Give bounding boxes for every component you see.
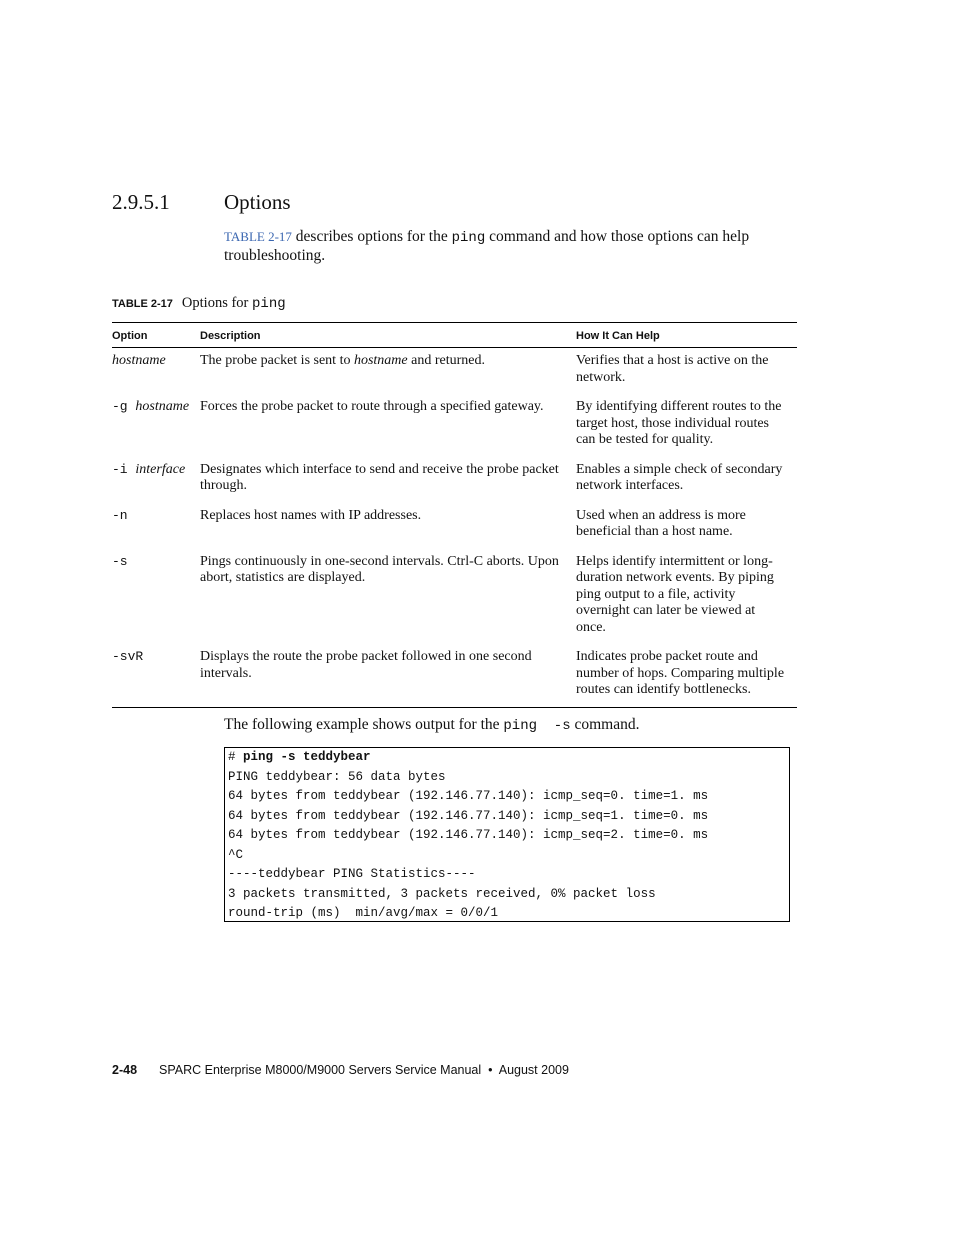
intro-text-1: describes options for the [291, 228, 452, 245]
example-intro [224, 716, 639, 734]
page-number: 2-48 [112, 1063, 138, 1077]
example-text-1: The following example shows output for the [224, 716, 504, 733]
option-cell [112, 348, 200, 395]
table-caption [112, 295, 286, 312]
description-cell [200, 549, 576, 645]
code-prompt: # [228, 750, 244, 764]
option-argument: hostname [112, 353, 166, 368]
table-caption-text: Options for [181, 295, 253, 311]
description-text: hostname [353, 353, 408, 368]
option-flag: -i [112, 461, 136, 477]
option-cell [112, 549, 200, 645]
help-cell: Enables a simple check of secondary network interfaces. [576, 461, 783, 493]
header-option: Option [112, 330, 148, 342]
description-text: Replaces host names with IP addresses. [200, 507, 422, 523]
page-footer [112, 1063, 569, 1077]
option-flag: -s [112, 553, 128, 569]
description-cell [200, 394, 576, 457]
table-row [112, 549, 797, 645]
intro-text-2: command and how those options can help troubleshooting. [224, 228, 750, 264]
code-command: ping -s teddybear [243, 750, 371, 764]
intro-paragraph [224, 228, 799, 265]
code-line: ^C [228, 847, 244, 862]
table-row [112, 394, 797, 457]
help-cell: Indicates probe packet route and number of hops. Comparing multiple routes can identify bottlenecks. [576, 649, 785, 697]
option-flag: -g [112, 399, 136, 414]
option-cell [112, 457, 200, 503]
description-cell [200, 644, 576, 707]
help-cell: Used when an address is more beneficial than a host name. [576, 507, 746, 539]
description-text: Designates which interface to send and receive the probe packet through. [200, 461, 559, 493]
table-header-row [112, 323, 797, 348]
code-line: PING teddybear: 56 data bytes [228, 769, 446, 784]
help-cell: Helps identify intermittent or long-duration network events. By piping ping output to a file, activity overnight can later be viewed at once. [576, 553, 774, 635]
code-line-command [228, 748, 789, 768]
table-row [112, 503, 797, 549]
example-text-2: command. [570, 716, 640, 733]
description-text: The probe packet is sent to [200, 353, 354, 368]
table-caption-command: ping [252, 296, 286, 312]
description-text: and returned. [407, 353, 485, 368]
header-description: Description [200, 330, 261, 342]
table-caption-label: TABLE 2-17 [112, 298, 173, 310]
section-number: 2.9.5.1 [112, 190, 170, 214]
code-line: round-trip (ms) min/avg/max = 0/0/1 [228, 906, 499, 920]
option-cell [112, 394, 200, 457]
code-line: 3 packets transmitted, 3 packets received, 0% packet loss [228, 886, 656, 901]
description-text: Displays the route the probe packet followed in one second intervals. [200, 649, 532, 681]
section-title: Options [224, 190, 291, 214]
help-cell: By identifying different routes to the target host, those individual routes can be tested for quality. [576, 399, 782, 447]
table-xref-link[interactable]: TABLE 2-17 [224, 229, 292, 244]
description-cell [200, 503, 576, 549]
help-cell: Verifies that a host is active on the network. [576, 353, 769, 385]
description-text: Pings continuously in one-second intervals. Ctrl-C aborts. Upon abort, statistics are displayed. [200, 553, 559, 585]
table-row [112, 644, 797, 707]
code-line: 64 bytes from teddybear (192.146.77.140): icmp_seq=1. time=0. ms [228, 808, 709, 823]
code-line: 64 bytes from teddybear (192.146.77.140): icmp_seq=2. time=0. ms [228, 828, 709, 842]
example-command: ping -s [503, 718, 571, 734]
description-cell [200, 348, 576, 395]
code-line: 64 bytes from teddybear (192.146.77.140): icmp_seq=0. time=1. ms [228, 789, 709, 803]
description-text: Forces the probe packet to route through a specified gateway. [200, 399, 544, 414]
options-table [112, 322, 797, 708]
description-cell [200, 457, 576, 503]
intro-command: ping [451, 230, 486, 246]
header-how-it-can-help: How It Can Help [576, 330, 660, 342]
option-flag: -svR [112, 649, 144, 664]
code-example-box [224, 747, 790, 922]
option-flag: -n [112, 507, 128, 523]
option-argument: hostname [135, 399, 190, 414]
code-line: ----teddybear PING Statistics---- [228, 867, 476, 881]
option-cell [112, 644, 200, 707]
option-cell [112, 503, 200, 549]
table-row [112, 457, 797, 503]
table-row [112, 348, 797, 395]
footer-title: SPARC Enterprise M8000/M9000 Servers Service Manual • August 2009 [159, 1063, 569, 1077]
option-argument: interface [135, 461, 186, 477]
